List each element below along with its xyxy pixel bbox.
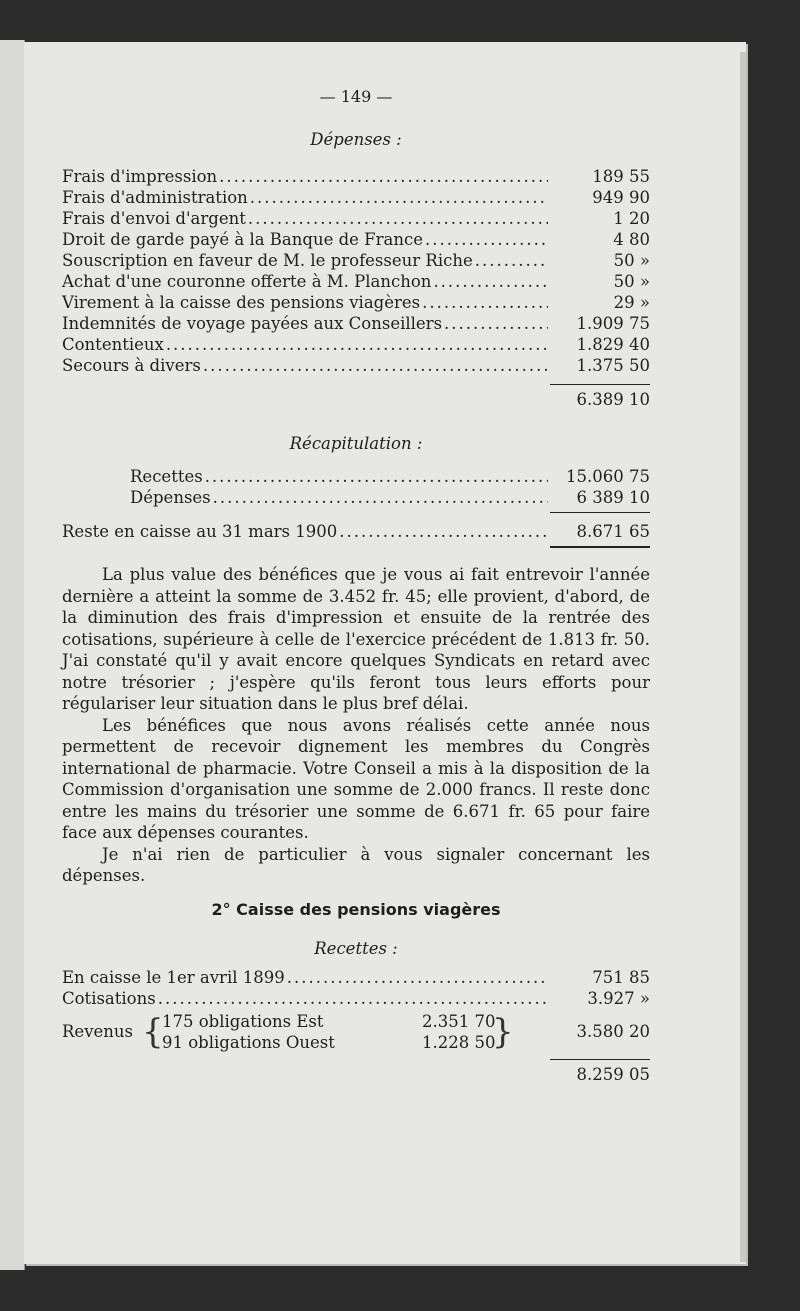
cotisations-label: Cotisations	[62, 988, 156, 1008]
depense-row	[62, 166, 650, 187]
leader-dots	[213, 487, 548, 508]
right-brace: }	[492, 1011, 514, 1052]
revenus-line	[162, 1032, 496, 1053]
depense-amount: 1.829 40	[576, 335, 650, 354]
leader-dots	[444, 313, 548, 334]
section-2-total-row	[62, 1060, 650, 1086]
revenus-line-amount: 2.351 70	[422, 1011, 496, 1031]
leader-dots	[203, 355, 548, 376]
recap-heading: Récapitulation :	[289, 434, 423, 453]
depense-label: Achat d'une couronne offerte à M. Planchon	[62, 272, 432, 291]
depense-label: Souscription en faveur de M. le professeur Riche	[62, 251, 473, 270]
recap-depenses-row	[62, 487, 650, 508]
depense-amount: 189 55	[592, 167, 650, 186]
depense-row	[62, 208, 650, 229]
previous-page-edge	[0, 40, 25, 1270]
depense-amount: 1.909 75	[576, 314, 650, 333]
depenses-total: 6.389 10	[576, 390, 650, 409]
recap-depenses-label: Dépenses	[130, 488, 211, 507]
paragraph-3: Je n'ai rien de particulier à vous signaler concernant les dépenses.	[62, 844, 650, 885]
recap-recettes-row	[62, 466, 650, 487]
leader-dots	[248, 208, 548, 229]
page-number: — 149 —	[319, 87, 393, 106]
leader-dots	[205, 466, 548, 487]
depense-amount: 29 »	[613, 293, 650, 312]
en-caisse-amount: 751 85	[592, 967, 650, 987]
depense-amount: 949 90	[592, 188, 650, 207]
section-2-title: 2° Caisse des pensions viagères	[211, 899, 501, 919]
reste-amount: 8.671 65	[576, 522, 650, 541]
depense-row	[62, 250, 650, 271]
depense-row	[62, 334, 650, 355]
leader-dots	[433, 271, 548, 292]
depense-amount: 4 80	[613, 230, 650, 249]
depense-amount: 50 »	[613, 251, 650, 270]
revenus-line-label: 175 obligations Est	[162, 1011, 324, 1031]
recap-rule	[550, 512, 650, 513]
cotisations-row	[62, 988, 650, 1009]
revenus-line-label: 91 obligations Ouest	[162, 1032, 335, 1052]
section-2-recettes-heading: Recettes :	[314, 938, 398, 958]
section-2-total: 8.259 05	[576, 1064, 650, 1084]
recap-depenses-amount: 6 389 10	[576, 488, 650, 507]
leader-dots	[166, 334, 548, 355]
depense-row	[62, 355, 650, 376]
reste-label: Reste en caisse au 31 mars 1900	[62, 522, 338, 541]
leader-dots	[158, 988, 548, 1009]
page-edge	[740, 52, 746, 1262]
paragraph-1: La plus value des bénéfices que je vous ai fait entrevoir l'année dernière a atteint la somme de 3.452 fr. 45; elle provient, d'abord, de la diminution des frais d'impression et ensuite de la rentrée des cotisations, supérieure à celle de l'exercice précédent de 1.813 fr. 50. J'ai constaté qu'il y avait encore quelques Syndicats en retard avec notre trésorier ; j'espère qu'ils feront tous leurs efforts pour régulariser leur situation dans le plus bref délai.	[62, 565, 650, 713]
depense-amount: 1.375 50	[576, 356, 650, 375]
depenses-total-row	[62, 385, 650, 411]
depense-row	[62, 229, 650, 250]
revenus-block	[62, 1009, 650, 1055]
leader-dots	[250, 187, 548, 208]
reste-rule	[550, 546, 650, 548]
leader-dots	[287, 967, 548, 988]
recap-recettes-label: Recettes	[130, 467, 203, 486]
depense-row	[62, 313, 650, 334]
cotisations-amount: 3.927 »	[587, 988, 650, 1008]
depense-label: Droit de garde payé à la Banque de France	[62, 230, 423, 249]
leader-dots	[339, 521, 548, 542]
en-caisse-label: En caisse le 1er avril 1899	[62, 967, 285, 987]
depense-label: Frais d'administration	[62, 188, 248, 207]
depense-label: Frais d'impression	[62, 167, 218, 186]
en-caisse-row	[62, 967, 650, 988]
paragraph-2: Les bénéfices que nous avons réalisés cette année nous permettent de recevoir dignement les membres du Congrès international de pharmacie. Votre Conseil a mis à la disposition de la Commission d'organisation une somme de 2.000 francs. Il reste donc entre les mains du trésorier une somme de 6.671 fr. 65 pour faire face aux dépenses courantes.	[62, 715, 650, 842]
page-content	[62, 86, 650, 1086]
revenus-line	[162, 1011, 496, 1032]
depense-label: Frais d'envoi d'argent	[62, 209, 246, 228]
recap-recettes-amount: 15.060 75	[566, 467, 650, 486]
left-brace: {	[142, 1011, 164, 1052]
reste-row	[62, 521, 650, 542]
leader-dots	[475, 250, 548, 271]
depenses-heading: Dépenses :	[310, 130, 402, 149]
revenus-line-amount: 1.228 50	[422, 1032, 496, 1052]
revenus-amount: 3.580 20	[576, 1022, 650, 1041]
depense-label: Contentieux	[62, 335, 164, 354]
depense-row	[62, 292, 650, 313]
depense-amount: 1 20	[613, 209, 650, 228]
depense-row	[62, 187, 650, 208]
depenses-list	[62, 166, 650, 376]
revenus-label: Revenus	[62, 1022, 133, 1041]
leader-dots	[219, 166, 548, 187]
leader-dots	[422, 292, 548, 313]
depense-label: Virement à la caisse des pensions viagères	[62, 293, 421, 312]
depense-label: Secours à divers	[62, 356, 201, 375]
revenus-lines	[162, 1011, 496, 1053]
depense-row	[62, 271, 650, 292]
leader-dots	[425, 229, 548, 250]
depense-amount: 50 »	[613, 272, 650, 291]
depense-label: Indemnités de voyage payées aux Conseillers	[62, 314, 443, 333]
